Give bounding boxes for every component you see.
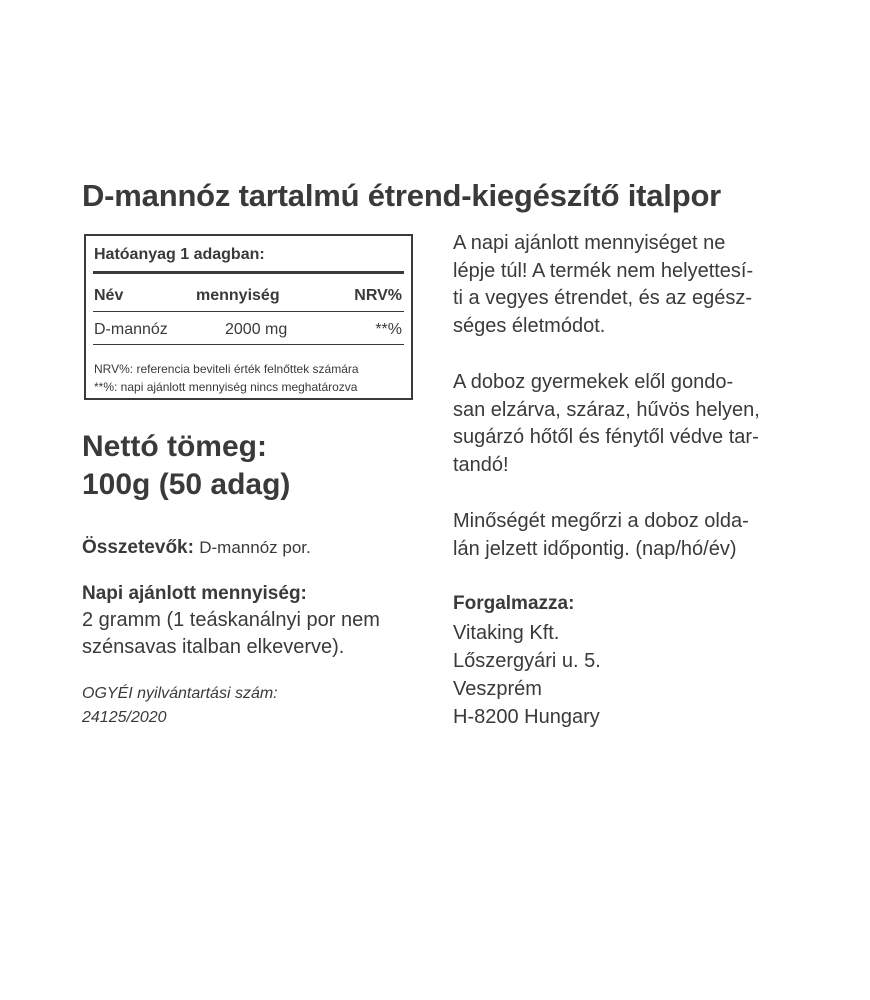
distributor-address	[453, 619, 601, 731]
table-divider-thick	[93, 271, 404, 274]
warning-dose	[453, 230, 790, 340]
text-line: sugárzó hőtől és fénytől védve tar-	[453, 426, 759, 448]
text-line: ti a vegyes étrendet, és az egész-	[453, 287, 753, 309]
net-weight-label: Nettó tömeg:	[82, 430, 267, 463]
text-line: lépje túl! A termék nem helyettesí-	[453, 259, 754, 282]
text-line: tandó!	[453, 453, 509, 476]
distributor-postcode: H-8200 Hungary	[453, 706, 600, 728]
net-weight-value: 100g (50 adag)	[82, 468, 291, 501]
column-header-amount: mennyiség	[196, 287, 280, 304]
table-divider	[93, 311, 404, 312]
cell-ingredient-nrv: **%	[375, 321, 402, 338]
text-line: séges életmódot.	[453, 314, 606, 337]
dose-text	[82, 607, 380, 661]
registration-label: OGYÉI nyilvántartási szám:	[82, 685, 278, 702]
registration-number	[82, 682, 278, 730]
distributor-street: Lőszergyári u. 5.	[453, 650, 601, 672]
text-line: A doboz gyermekek elől gondo-	[453, 371, 734, 393]
distributor-city: Veszprém	[453, 678, 542, 700]
table-footnotes	[94, 360, 359, 396]
ingredients	[82, 534, 311, 561]
ingredients-label: Összetevők:	[82, 537, 194, 558]
dose-line: 2 gramm (1 teáskanálnyi por nem	[82, 609, 380, 631]
dose-heading: Napi ajánlott mennyiség:	[82, 583, 307, 604]
footnote-nrv: NRV%: referencia beviteli érték felnőttek számára	[94, 362, 359, 376]
best-before	[453, 508, 790, 563]
cell-ingredient-name: D-mannóz	[94, 321, 168, 338]
column-header-nrv: NRV%	[354, 287, 402, 304]
footnote-not-defined: **%: napi ajánlott mennyiség nincs meghatározva	[94, 380, 358, 394]
text-line: Minőségét megőrzi a doboz olda-	[453, 510, 749, 532]
text-line: lán jelzett időpontig. (nap/hó/év)	[453, 537, 737, 560]
net-weight	[82, 428, 290, 504]
registration-value: 24125/2020	[82, 709, 167, 726]
cell-ingredient-amount: 2000 mg	[225, 321, 288, 338]
table-divider	[93, 344, 404, 345]
text-line: san elzárva, száraz, hűvös helyen,	[453, 398, 760, 421]
text-line: A napi ajánlott mennyiséget ne	[453, 232, 726, 254]
dose-line: szénsavas italban elkeverve).	[82, 636, 345, 658]
distributor-heading: Forgalmazza:	[453, 593, 575, 614]
distributor-name: Vitaking Kft.	[453, 622, 560, 644]
table-heading: Hatóanyag 1 adagban:	[94, 246, 265, 263]
ingredients-text: D-mannóz por.	[199, 538, 311, 557]
product-title: D-mannóz tartalmú étrend-kiegészítő italpor	[82, 178, 722, 213]
nutrition-table	[84, 234, 413, 400]
warning-storage	[453, 369, 790, 479]
column-header-name: Név	[94, 287, 124, 304]
